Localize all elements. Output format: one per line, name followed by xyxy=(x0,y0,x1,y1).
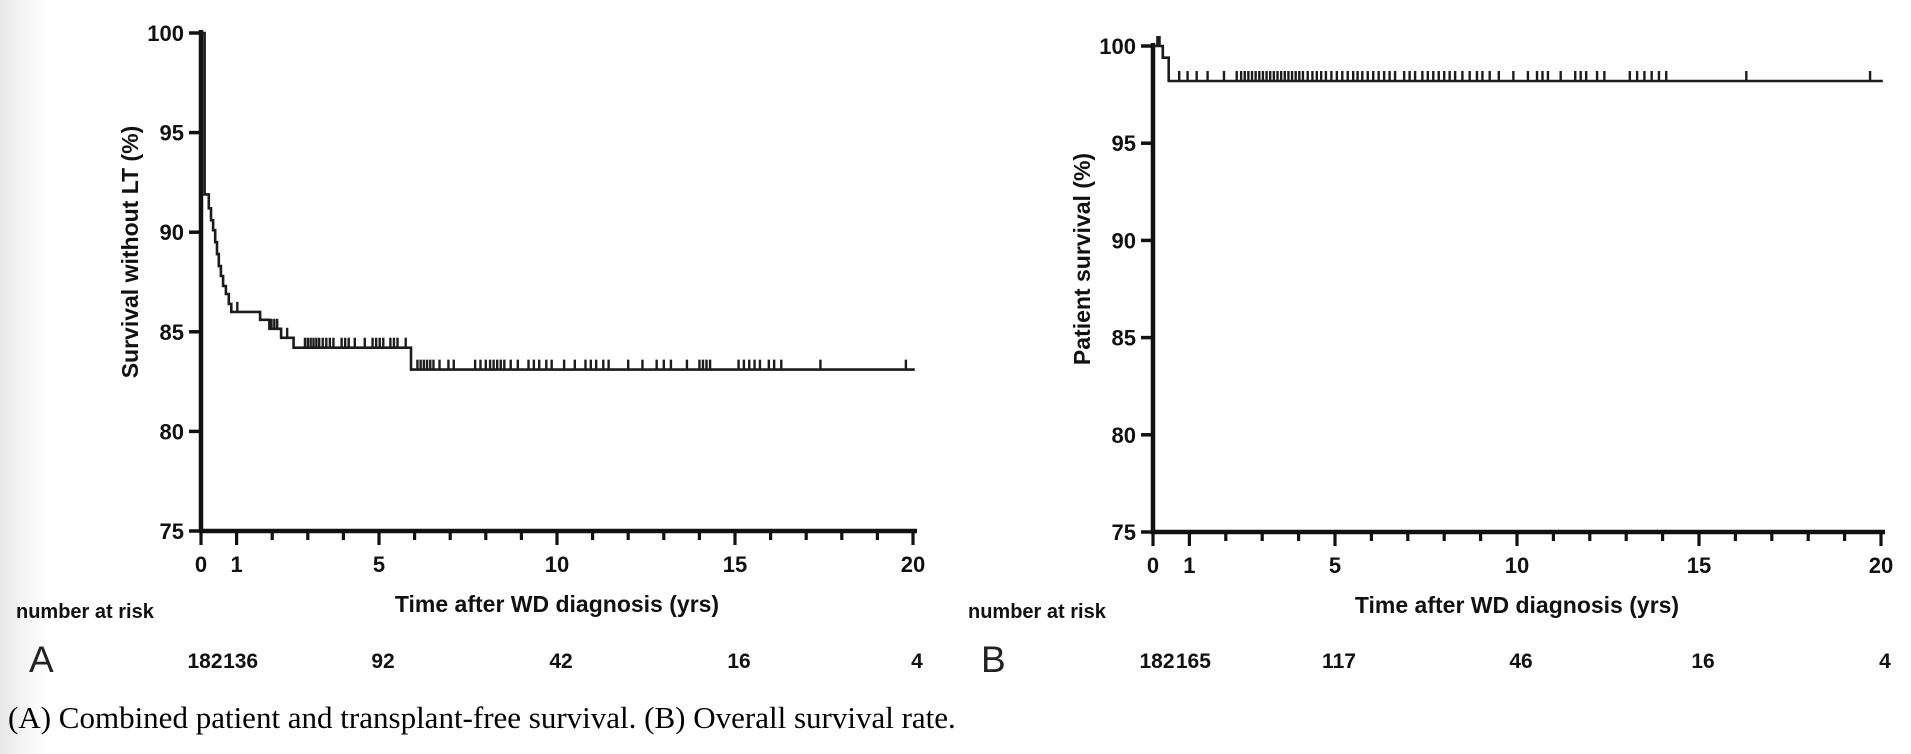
y-tick-label: 80 xyxy=(159,419,184,445)
y-tick-label: 85 xyxy=(159,319,184,345)
risk-count: 92 xyxy=(371,650,395,673)
y-tick-label: 95 xyxy=(1111,131,1136,157)
risk-count: 165 xyxy=(1175,650,1211,673)
risk-count: 182 xyxy=(1139,650,1175,673)
y-tick-label: 75 xyxy=(1111,520,1136,545)
risk-count: 46 xyxy=(1509,650,1533,673)
y-axis-title: Survival without LT (%) xyxy=(117,125,143,379)
y-tick-label: 90 xyxy=(159,220,184,246)
risk-count: 4 xyxy=(1879,650,1891,673)
panel-letter: B xyxy=(981,639,1006,680)
x-axis-title: Time after WD diagnosis (yrs) xyxy=(1354,592,1680,618)
risk-count: 117 xyxy=(1322,650,1356,673)
x-axis-title: Time after WD diagnosis (yrs) xyxy=(394,591,720,617)
x-tick-label: 15 xyxy=(722,552,748,577)
number-at-risk-label: number at risk xyxy=(16,601,154,623)
x-tick-label: 15 xyxy=(1686,553,1712,578)
x-tick-label: 5 xyxy=(372,552,386,577)
x-tick-label: 10 xyxy=(1504,553,1530,578)
risk-count: 42 xyxy=(549,650,573,673)
risk-count: 16 xyxy=(727,650,751,673)
x-tick-label: 10 xyxy=(544,552,570,577)
censor-ticks xyxy=(1157,36,1870,80)
x-tick-label: 1 xyxy=(1183,553,1196,578)
number-at-risk-label: number at risk xyxy=(968,601,1106,623)
y-tick-label: 100 xyxy=(147,21,184,46)
y-tick-label: 90 xyxy=(1111,228,1136,254)
y-tick-label: 95 xyxy=(159,120,184,146)
y-tick-label: 100 xyxy=(1099,34,1136,59)
panel-a xyxy=(16,21,925,680)
x-tick-label: 1 xyxy=(230,552,243,577)
risk-count: 182 xyxy=(187,650,223,673)
x-tick-label: 0 xyxy=(1146,553,1160,578)
risk-count: 16 xyxy=(1691,650,1715,673)
y-tick-label: 75 xyxy=(159,519,184,544)
survival-curve xyxy=(201,33,915,370)
panel-letter: A xyxy=(29,639,54,680)
figure-caption: (A) Combined patient and transplant-free survival. (B) Overall survival rate. xyxy=(8,700,956,735)
x-tick-label: 20 xyxy=(1868,553,1894,578)
y-axis-title: Patient survival (%) xyxy=(1069,152,1095,366)
x-tick-label: 5 xyxy=(1328,553,1342,578)
y-tick-label: 80 xyxy=(1111,422,1136,448)
risk-count: 4 xyxy=(911,650,923,673)
x-tick-label: 0 xyxy=(194,552,208,577)
x-tick-label: 20 xyxy=(900,552,926,577)
censor-ticks xyxy=(237,302,906,369)
risk-count: 136 xyxy=(223,650,259,673)
panel-b xyxy=(968,34,1893,680)
y-tick-label: 85 xyxy=(1111,325,1136,351)
